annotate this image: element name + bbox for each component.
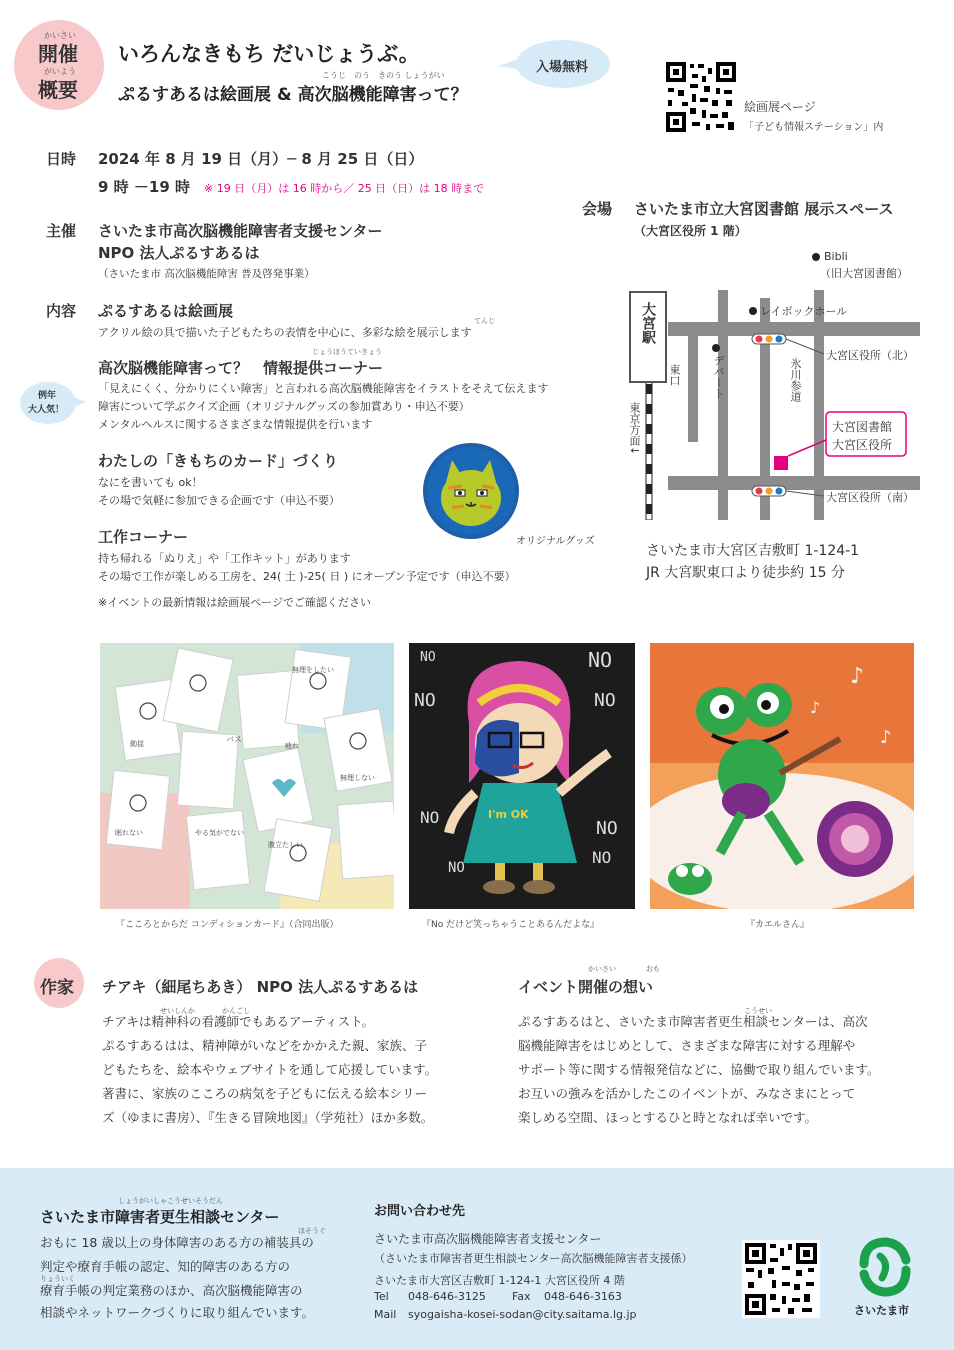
contact-fax: 048-646-3163 <box>544 1290 622 1303</box>
content-sec2-line3: メンタルヘルスに関するさまざまな情報提供を行います <box>98 418 373 431</box>
no-word-5: NO <box>420 808 440 827</box>
contact-org: さいたま市高次脳機能障害者支援センター <box>374 1232 602 1246</box>
contact-fax-label: Fax <box>512 1290 531 1303</box>
no-word-6: NO <box>596 818 618 839</box>
artist-line1: チアキは精神科の看護師でもあるアーティスト。 <box>102 1014 375 1029</box>
card-word-6: やる気がでない <box>195 829 244 837</box>
dress-text: I'm OK <box>488 808 529 821</box>
contact-tel-label: Tel <box>374 1290 389 1303</box>
qr-code-bottom[interactable] <box>742 1240 820 1318</box>
caption-girl: 『No だけど笑っちゃうことあるんだよな』 <box>422 920 600 930</box>
card-word-1: バス <box>226 735 242 744</box>
organizer-label: 主催 <box>46 222 77 240</box>
girl-illustration <box>409 643 635 909</box>
no-word-1: NO <box>420 650 436 665</box>
popular-badge-line2: 大人気！ <box>28 405 65 415</box>
artist-line5: ズ（ゆまに書房）、『生きる冒険地図』（学苑社）ほか多数。 <box>102 1110 434 1125</box>
footer-center-line1: おもに 18 歳以上の身体障害のある方の補装具の <box>40 1235 314 1250</box>
content-sec2-title: 高次脳機能障害って？ 情報提供コーナー <box>98 359 384 377</box>
content-sec4-title: 工作コーナー <box>98 528 189 546</box>
content-sec2-ruby: じょうほうていきょう <box>312 348 382 356</box>
popular-badge-line1: 例年 <box>38 391 57 401</box>
schedule-note: ※ 19 日（月）は 16 時から／ 25 日（日）は 18 時まで <box>204 182 485 195</box>
thoughts-ruby-2: おも <box>646 965 660 973</box>
card-word-3: 疲れ <box>285 742 299 750</box>
page-title: いろんなきもち だいじょうぶ。 <box>118 42 420 66</box>
qr-pattern <box>664 60 738 134</box>
content-sec3-line1: なにを書いても ok！ <box>98 476 203 489</box>
artist-line3: どもたちを、絵本やウェブサイトを通して応援しています。 <box>102 1062 438 1077</box>
page-subtitle: ぷるすあるは絵画展 & 高次脳機能障害って？ <box>118 85 468 105</box>
card-word-5: 眠れない <box>115 829 143 837</box>
map-station-label: 大宮駅 <box>640 302 656 344</box>
goods-caption: オリジナルグッズ <box>516 536 595 547</box>
svg-text:♪: ♪ <box>880 727 892 748</box>
content-sec2-line1: 「見えにくく、分かりにくい障害」と言われる高次脳機能障害をイラストをそえて伝えます <box>98 382 549 395</box>
photo-frog-painting <box>650 643 914 909</box>
thoughts-ruby-1: かいさい <box>588 965 616 973</box>
footer-ryouiku-ruby: りょういく <box>40 1275 75 1283</box>
artist-line2: ぷるすあるはは、精神障がいなどをかかえた親、家族、子 <box>102 1038 428 1053</box>
schedule-dates: 2024 年 8 月 19 日（月）─ 8 月 25 日（日） <box>98 150 424 168</box>
content-note: ※イベントの最新情報は絵画展ページでご確認ください <box>98 596 371 609</box>
map-depart: デパート <box>712 355 725 399</box>
artist-ruby-2: かんごし <box>222 1007 250 1015</box>
artist-title: チアキ（細尾ちあき） NPO 法人ぷるすあるは <box>102 978 419 996</box>
content-sec4-line1: 持ち帰れる「ぬりえ」や「工作キット」があります <box>98 552 351 565</box>
organizer-line2: NPO 法人ぷるすあるは <box>98 244 260 262</box>
speech-tail <box>498 56 522 72</box>
contact-address: さいたま市大宮区吉敷町 1-124-1 大宮区役所 4 階 <box>374 1274 625 1287</box>
schedule-hours: 9 時 －19 時 <box>98 178 190 196</box>
caption-cards: 『こころとからだ コンディションカード』（合同出版） <box>116 920 339 930</box>
thoughts-line5: 楽しめる空間、ほっとするひと時となれば幸いです。 <box>518 1110 818 1125</box>
footer-hosougu-ruby: ほそうぐ <box>298 1227 326 1235</box>
frog-illustration <box>650 643 914 909</box>
artist-ruby-1: せいしんか <box>160 1007 195 1015</box>
thoughts-line1: ぷるすあるはと、さいたま市障害者更生相談センターは、高次 <box>518 1014 868 1029</box>
qr-subcaption: 「子ども情報ステーション」内 <box>744 122 884 133</box>
content-label: 内容 <box>46 302 77 320</box>
content-sec1-ruby: てんじ <box>474 317 495 325</box>
map-east-exit: 東口 <box>668 364 681 386</box>
map-bibli-old: （旧大宮図書館） <box>820 267 908 280</box>
contact-org-sub: （さいたま市障害者更生相談センター高次脳機能障害者支援係） <box>374 1252 693 1265</box>
svg-text:♪: ♪ <box>850 664 865 689</box>
content-sec1-text: アクリル絵の具で描いた子どもたちの表情を中心に、多彩な絵を展示します <box>98 326 472 339</box>
map-hikawa: 氷川参道 <box>789 358 802 402</box>
thoughts-line2: 脳機能障害をはじめとして、さまざまな障害に対する理解や <box>518 1038 856 1053</box>
organizer-line1: さいたま市高次脳機能障害者支援センター <box>98 222 383 240</box>
badge-word-gaiyou: 概要 <box>38 78 78 102</box>
footer-center-ruby: しょうがいしゃこうせいそうだん <box>118 1197 223 1205</box>
footer-center-line3: 療育手帳の判定業務のほか、高次脳機能障害の <box>40 1283 303 1298</box>
venue-sub: （大宮区役所 1 階） <box>634 224 747 238</box>
thoughts-title: イベント開催の想い <box>518 978 654 996</box>
content-sec3-line2: その場で気軽に参加できる企画です（申込不要） <box>98 494 340 507</box>
content-sec2-line2: 障害について学ぶクイズ企画（オリジナルグッズの参加賞あり・申込不要） <box>98 400 470 413</box>
badge-word-kaisai: 開催 <box>38 42 78 66</box>
footer-center-line4: 相談やネットワークづくりに取り組んでいます。 <box>40 1305 315 1320</box>
thoughts-line3: サポート等に関する情報発信などに、協働で取り組んでいます。 <box>518 1062 880 1077</box>
artist-line4: 著書に、家族のこころの病気を子どもに伝える絵本シリー <box>102 1086 428 1101</box>
card-word-4: 無理をしたい <box>292 666 334 674</box>
venue-address: さいたま市大宮区吉敷町 1-124-1 <box>646 543 860 559</box>
badge-ruby-1: かいさい <box>44 31 76 40</box>
map-target-line2: 大宮区役所 <box>832 438 893 452</box>
free-entry-label: 入場無料 <box>536 60 589 75</box>
thoughts-ruby-3: こうせい <box>744 1007 772 1015</box>
venue-map <box>620 250 920 520</box>
contact-title: お問い合わせ先 <box>374 1204 466 1219</box>
saitama-city-logo-icon <box>850 1234 920 1300</box>
card-word-7: 無理しない <box>340 774 375 782</box>
footer-center-line2: 判定や療育手帳の認定、知的障害のある方の <box>40 1259 291 1274</box>
cat-goods-badge <box>422 442 520 540</box>
popular-badge-tail <box>72 396 86 408</box>
card-word-8: 腹立たしい <box>268 841 303 849</box>
qr-pattern-bottom <box>742 1240 820 1318</box>
no-word-2: NO <box>588 648 613 672</box>
subtitle-ruby: こうじ のう きのう しょうがい <box>322 71 445 80</box>
contact-mail[interactable]: syogaisha-kosei-sodan@city.saitama.lg.jp <box>408 1308 637 1321</box>
venue-access: JR 大宮駅東口より徒歩約 15 分 <box>646 565 846 581</box>
svg-text:♪: ♪ <box>810 698 821 717</box>
no-word-7: NO <box>592 848 612 867</box>
venue-name: さいたま市立大宮図書館 展示スペース <box>634 200 894 218</box>
content-sec4-line2: その場で工作が楽しめる工房を、24( 土 )-25( 日 ) にオープン予定です（申込不要） <box>98 570 516 583</box>
thoughts-line4: お互いの強みを活かしたこのイベントが、みなさまにとって <box>518 1086 856 1101</box>
venue-label: 会場 <box>582 200 613 218</box>
badge-ruby-2: がいよう <box>44 67 76 76</box>
map-tokyo-direction: 東京方面↓ <box>628 402 641 456</box>
map-target-line1: 大宮図書館 <box>832 420 893 434</box>
map-ward-south: 大宮区役所（南） <box>826 491 914 504</box>
caption-frog: 『カエルさん』 <box>746 920 810 930</box>
artist-badge-label: 作家 <box>40 978 74 998</box>
map-bibli: Bibli <box>824 250 848 263</box>
content-sec1-title: ぷるすあるは絵画展 <box>98 302 234 320</box>
qr-caption: 絵画展ページ <box>744 100 816 114</box>
map-raybok: レイボックホール <box>760 305 848 318</box>
qr-code-top[interactable] <box>664 60 738 134</box>
contact-tel[interactable]: 048-646-3125 <box>408 1290 486 1303</box>
card-word-2: 動揺 <box>130 740 144 748</box>
contact-mail-label: Mail <box>374 1308 397 1321</box>
map-ward-north: 大宮区役所（北） <box>826 349 914 362</box>
no-word-4: NO <box>594 690 616 711</box>
photo-girl-painting <box>409 643 635 909</box>
organizer-line3: （さいたま市 高次脳機能障害 普及啓発事業） <box>98 268 315 280</box>
schedule-label: 日時 <box>46 150 77 168</box>
footer-center-title: さいたま市障害者更生相談センター <box>40 1208 280 1226</box>
content-sec3-title: わたしの「きもちのカード」づくり <box>98 452 339 470</box>
no-word-8: NO <box>448 860 465 876</box>
no-word-3: NO <box>414 690 436 711</box>
saitama-logo-text: さいたま市 <box>854 1304 909 1317</box>
